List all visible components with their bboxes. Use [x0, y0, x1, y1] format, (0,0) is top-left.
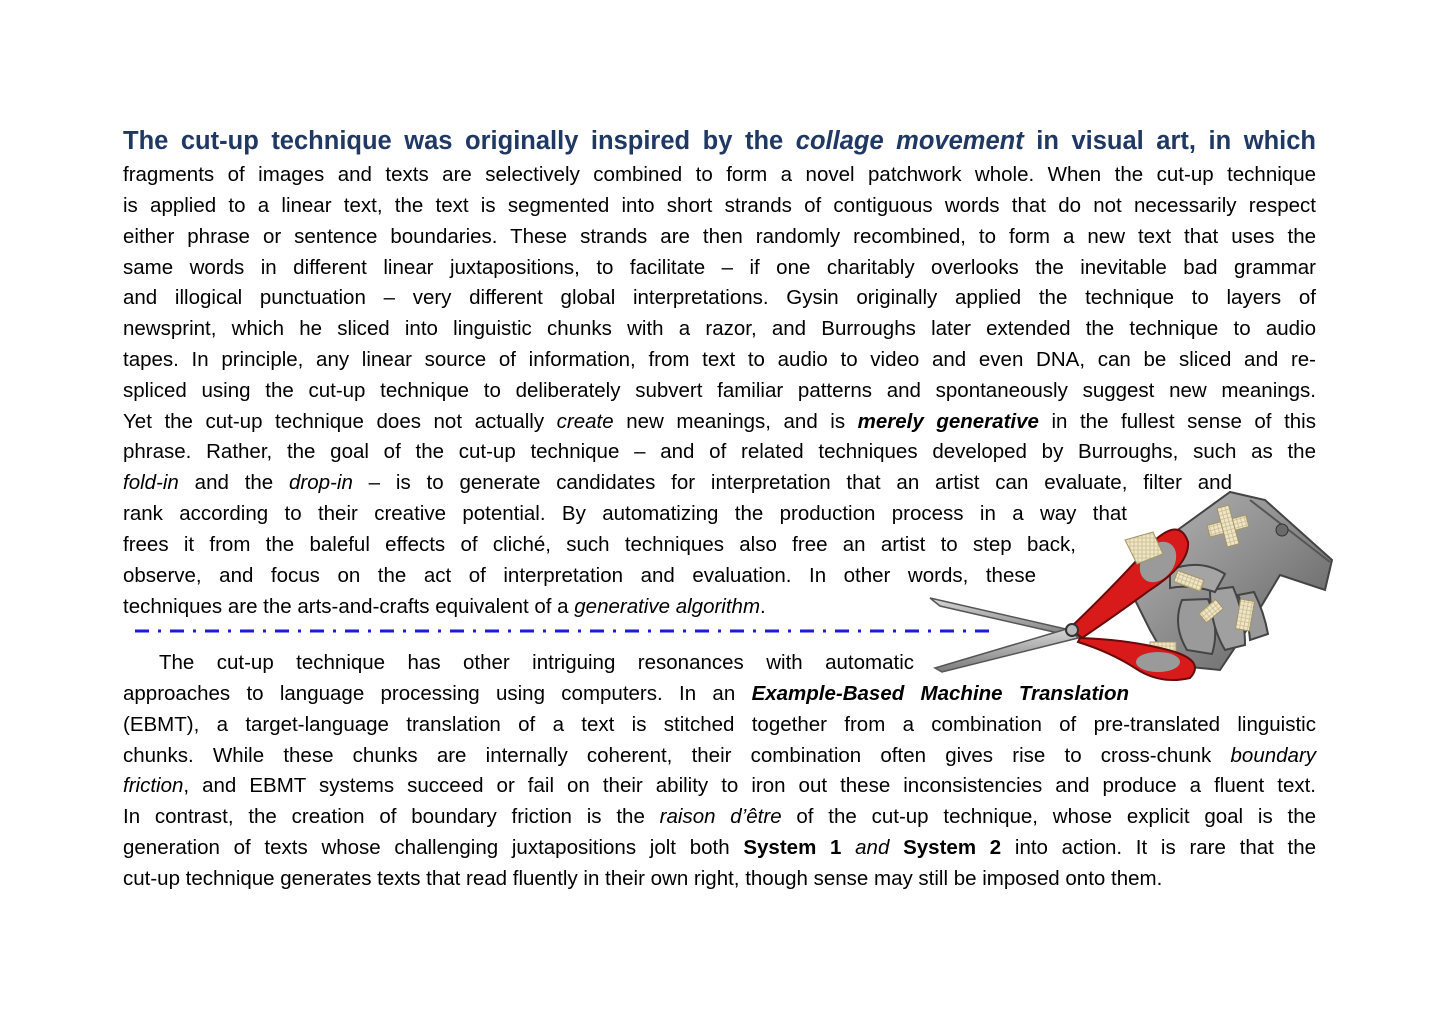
para2-line-4 — [123, 741, 1316, 771]
para1-line-4: same words in different linear juxtapositions, to facilitate – if one charitably overlooks the inevitable bad grammar — [123, 256, 1316, 279]
italic-term-create: create — [556, 410, 614, 433]
para1-line-8: spliced using the cut-up technique to deliberately subvert familiar patterns and spontaneously suggest new meanings. — [123, 379, 1316, 402]
para1-line-3: either phrase or sentence boundaries. These strands are then randomly recombined, to form a new text that uses the — [123, 225, 1316, 248]
italic-term-friction: friction — [123, 774, 184, 797]
lead-heading — [123, 124, 1316, 158]
lead-emphasis: collage movement — [795, 127, 1024, 155]
text-span: , and EBMT systems succeed or fail on their ability to iron out these inconsistencies and produce a fluent text. — [183, 774, 1316, 797]
text-span: In contrast, the creation of boundary friction is the — [123, 805, 645, 828]
para1-line-1: fragments of images and texts are selectively combined to form a novel patchwork whole. When the cut-up technique — [123, 163, 1316, 186]
dash-dot-divider — [135, 627, 995, 635]
text-span: generation of texts whose challenging juxtapositions jolt both — [123, 836, 730, 859]
italic-term-drop-in: drop-in — [289, 471, 353, 494]
italic-term-boundary: boundary — [1230, 744, 1317, 767]
lead-prefix: The cut-up technique was originally inspired by the — [123, 127, 784, 155]
italic-term-fold-in: fold-in — [123, 471, 179, 494]
text-span: Yet the cut-up technique does not actually — [123, 410, 545, 433]
bold-term-system-2: System 2 — [903, 836, 1002, 859]
text-span: techniques are the arts-and-crafts equivalent of a — [123, 595, 569, 618]
para1-line-2: is applied to a linear text, the text is segmented into short strands of contiguous words that do not necessarily respect — [123, 194, 1316, 217]
text-span: of the cut-up technique, whose explicit goal is the — [796, 805, 1317, 828]
text-span: in the fullest sense of this — [1051, 410, 1316, 433]
text-span: – is to generate candidates for interpretation that an artist can evaluate, filter and — [368, 471, 1232, 494]
para1-line-13: frees it from the baleful effects of cliché, such techniques also free an artist to step back, — [123, 533, 1076, 556]
italic-term-generative-algorithm: generative algorithm — [574, 595, 761, 618]
lead-suffix: in visual art, in which — [1036, 127, 1316, 155]
para2-line-1: The cut-up technique has other intriguing resonances with automatic — [159, 651, 914, 674]
para2-line-7 — [123, 833, 1316, 863]
text-span: approaches to language processing using computers. In an — [123, 682, 736, 705]
text-span: into action. It is rare that the — [1014, 836, 1317, 859]
para1-line-12: rank according to their creative potential. By automatizing the production process in a way that — [123, 502, 1127, 525]
para1-line-7: tapes. In principle, any linear source of information, from text to audio to video and even DNA, can be sliced and re- — [123, 348, 1316, 371]
bold-term-ebmt: Example-Based Machine Translation — [751, 682, 1130, 705]
bold-term-merely-generative: merely generative — [857, 410, 1039, 433]
para1-line-6: newsprint, which he sliced into linguistic chunks with a razor, and Burroughs later extended the technique to audio — [123, 317, 1316, 340]
para1-line-10: phrase. Rather, the goal of the cut-up technique – and of related techniques developed by Burroughs, such as the — [123, 440, 1316, 463]
para2-line-5 — [123, 771, 1316, 801]
text-span: . — [760, 595, 766, 618]
para2-line-8: cut-up technique generates texts that read fluently in their own right, though sense may still be imposed onto them. — [123, 867, 1163, 890]
scissors-hand-illustration — [920, 480, 1340, 680]
para1-line-15 — [123, 592, 766, 622]
italic-term-and: and — [855, 836, 890, 859]
para2-line-2 — [123, 679, 1129, 709]
para1-line-9 — [123, 407, 1316, 437]
text-span: new meanings, and is — [626, 410, 846, 433]
para2-line-3: (EBMT), a target-language translation of a text is stitched together from a combination of pre-translated linguistic — [123, 713, 1316, 736]
italic-term-raison-detre: raison d’être — [659, 805, 782, 828]
para1-line-14: observe, and focus on the act of interpretation and evaluation. In other words, these — [123, 564, 1036, 587]
bold-term-system-1: System 1 — [743, 836, 842, 859]
text-span: and the — [194, 471, 274, 494]
para1-line-5: and illogical punctuation – very different global interpretations. Gysin originally applied the technique to layers of — [123, 286, 1316, 309]
text-span: chunks. While these chunks are internally coherent, their combination often gives rise to cross-chunk — [123, 744, 1212, 767]
para2-line-6 — [123, 802, 1316, 832]
